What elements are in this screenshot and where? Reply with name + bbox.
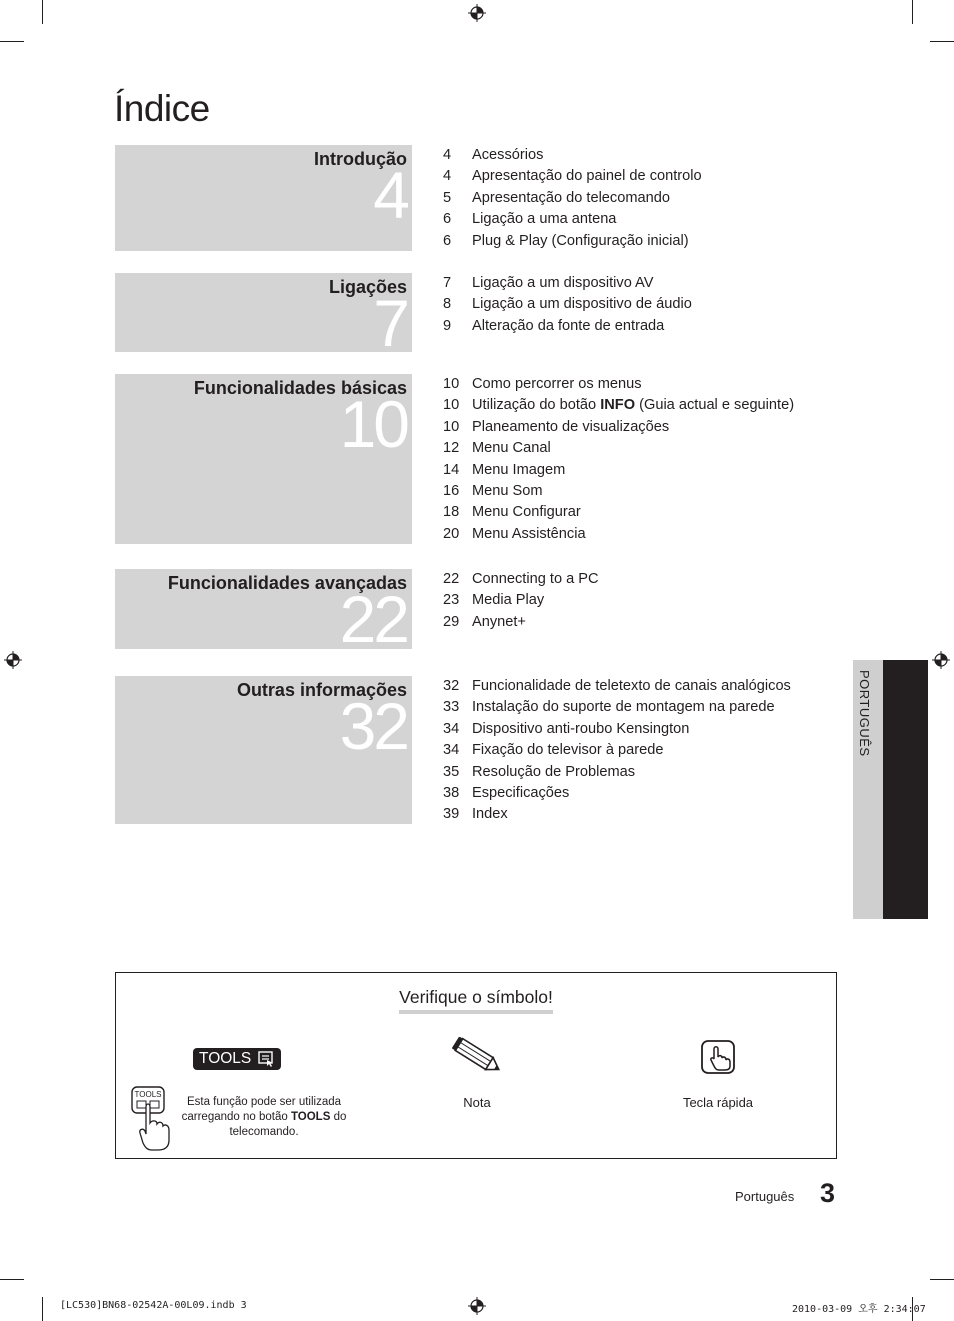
section-start-page: 10 xyxy=(339,387,407,461)
toc-entry[interactable] xyxy=(443,188,702,209)
print-slug-right: 2010-03-09 오후 2:34:07 xyxy=(792,1304,926,1315)
toc-entry[interactable] xyxy=(443,804,791,825)
toc-label: Anynet+ xyxy=(472,613,526,630)
tools-description xyxy=(180,1095,348,1140)
tools-badge-label: TOOLS xyxy=(199,1050,252,1067)
toc-label: Index xyxy=(472,806,508,823)
toc-entry[interactable] xyxy=(443,166,702,187)
toc-entry[interactable] xyxy=(443,145,702,166)
toc-label: Menu Configurar xyxy=(472,504,581,521)
section-box-ligacoes xyxy=(115,273,412,352)
toc-entry[interactable] xyxy=(443,697,791,718)
toc-label: Funcionalidade de teletexto de canais analógicos xyxy=(472,678,791,694)
toc-entry[interactable] xyxy=(443,231,702,252)
registration-mark-icon xyxy=(468,1297,486,1315)
toc-label: Fixação do televisor à parede xyxy=(472,742,664,759)
hotkey-caption: Tecla rápida xyxy=(682,1095,754,1110)
toc-label: Media Play xyxy=(472,592,545,609)
toc-entry[interactable] xyxy=(443,438,794,459)
section-box-funcionalidades-basicas xyxy=(115,374,412,544)
toc-label: Ligação a uma antena xyxy=(472,211,617,228)
section-items-outras-informacoes xyxy=(443,676,791,826)
toc-label: Ligação a um dispositivo de áudio xyxy=(472,296,692,313)
section-items-ligacoes xyxy=(443,273,692,337)
hotkey-hand-icon xyxy=(700,1039,736,1075)
section-start-page: 22 xyxy=(339,582,407,649)
toc-page: 18 xyxy=(443,504,460,521)
toc-page: 4 xyxy=(443,168,452,185)
toc-label: Alteração da fonte de entrada xyxy=(472,317,665,334)
toc-page: 12 xyxy=(443,440,460,457)
tools-desc-bold: TOOLS xyxy=(290,1111,331,1123)
toc-page: 20 xyxy=(443,525,460,542)
section-items-introducao xyxy=(443,145,702,252)
toc-entry[interactable] xyxy=(443,676,791,697)
section-title: Funcionalidades avançadas xyxy=(167,573,407,593)
toc-entry[interactable] xyxy=(443,612,599,633)
crop-mark xyxy=(930,41,954,42)
info-button-name: INFO xyxy=(600,397,636,414)
section-start-page: 32 xyxy=(339,689,407,763)
toc-entry[interactable] xyxy=(443,316,692,337)
remote-tools-text: TOOLS xyxy=(134,1090,162,1099)
toc-page: 10 xyxy=(443,376,460,392)
section-box-funcionalidades-avancadas xyxy=(115,569,412,649)
toc-page: 8 xyxy=(443,296,452,313)
toc-entry[interactable] xyxy=(443,273,692,294)
toc-label: Menu Assistência xyxy=(472,525,586,542)
registration-mark-icon xyxy=(468,4,486,22)
toc-entry[interactable] xyxy=(443,481,794,502)
toc-entry[interactable] xyxy=(443,783,791,804)
tools-badge xyxy=(193,1048,281,1070)
section-title: Ligações xyxy=(328,277,407,297)
section-box-introducao xyxy=(115,145,412,251)
toc-entry[interactable] xyxy=(443,209,702,230)
toc-label: Resolução de Problemas xyxy=(472,763,636,780)
toc-label-part: (Guia actual e seguinte) xyxy=(635,397,795,414)
section-items-funcionalidades-avancadas xyxy=(443,569,599,633)
toc-page: 33 xyxy=(443,699,460,716)
registration-mark-icon xyxy=(4,651,22,669)
toc-label: Planeamento de visualizações xyxy=(472,418,670,435)
toc-label: Menu Canal xyxy=(472,440,551,457)
toc-entry[interactable] xyxy=(443,569,599,590)
tools-desc-part: do telecomando. xyxy=(229,1111,347,1138)
toc-entry[interactable] xyxy=(443,719,791,740)
toc-page: 29 xyxy=(443,613,460,630)
toc-page: 4 xyxy=(443,147,452,163)
section-start-page: 4 xyxy=(373,158,407,232)
section-box-outras-informacoes xyxy=(115,676,412,824)
toc-label: Menu Imagem xyxy=(472,461,566,478)
crop-mark xyxy=(912,0,913,24)
toc-entry[interactable] xyxy=(443,417,794,438)
toc-entry[interactable] xyxy=(443,590,599,611)
toc-page: 10 xyxy=(443,418,460,435)
toc-label xyxy=(472,397,794,413)
crop-mark xyxy=(0,41,24,42)
note-pencil-icon xyxy=(449,1037,505,1077)
toc-page: 32 xyxy=(443,678,460,694)
toc-label: Apresentação do telecomando xyxy=(472,189,670,206)
toc-label: Instalação do suporte de montagem na parede xyxy=(472,699,775,716)
legend-heading-wrap xyxy=(116,987,836,1014)
toc-page: 22 xyxy=(443,571,460,587)
toc-label: Ligação a um dispositivo AV xyxy=(472,275,654,291)
toc-page: 39 xyxy=(443,806,460,823)
section-start-page: 7 xyxy=(373,286,407,352)
toc-entry[interactable] xyxy=(443,524,794,545)
toc-label: Connecting to a PC xyxy=(472,571,599,587)
page-number: 3 xyxy=(820,1178,836,1208)
toc-label: Menu Som xyxy=(472,482,543,499)
section-title: Outras informações xyxy=(236,680,407,700)
toc-label: Acessórios xyxy=(472,147,544,163)
toc-entry[interactable] xyxy=(443,294,692,315)
toc-label: Apresentação do painel de controlo xyxy=(472,168,702,185)
toc-page: 6 xyxy=(443,232,452,249)
toc-page: 7 xyxy=(443,275,452,291)
crop-mark xyxy=(42,1297,43,1321)
toc-entry[interactable] xyxy=(443,395,794,416)
toc-entry[interactable] xyxy=(443,460,794,481)
toc-page: 34 xyxy=(443,742,460,759)
print-slug-left: [LC530]BN68-02542A-00L09.indb 3 xyxy=(60,1300,247,1311)
toc-page: 10 xyxy=(443,397,460,414)
page-title: Índice xyxy=(114,88,210,129)
section-title: Funcionalidades básicas xyxy=(193,378,407,398)
toc-page: 38 xyxy=(443,784,460,801)
toc-page: 9 xyxy=(443,317,452,334)
toc-page: 35 xyxy=(443,763,460,780)
crop-mark xyxy=(0,1279,24,1280)
toc-label-part: Utilização do botão xyxy=(472,397,601,414)
toc-entry[interactable] xyxy=(443,762,791,783)
crop-mark xyxy=(42,0,43,24)
section-items-funcionalidades-basicas xyxy=(443,374,794,545)
toc-label: Especificações xyxy=(472,784,570,801)
section-title: Introdução xyxy=(314,149,407,169)
toc-page: 6 xyxy=(443,211,452,228)
toc-page: 5 xyxy=(443,189,452,206)
registration-mark-icon xyxy=(932,651,950,669)
legend-heading: Verifique o símbolo! xyxy=(399,987,553,1014)
toc-page: 23 xyxy=(443,592,460,609)
footer-language: Português xyxy=(735,1189,795,1204)
toc-page: 14 xyxy=(443,461,460,478)
crop-mark xyxy=(930,1279,954,1280)
symbol-legend xyxy=(115,972,837,1159)
toc-entry[interactable] xyxy=(443,740,791,761)
toc-page: 34 xyxy=(443,720,460,737)
toc-entry[interactable] xyxy=(443,502,794,523)
note-caption: Nota xyxy=(463,1095,491,1110)
toc-label: Plug & Play (Configuração inicial) xyxy=(472,232,689,249)
tools-desc-part: Esta função pode ser utilizada carregando no botão xyxy=(181,1096,342,1123)
toc-label: Como percorrer os menus xyxy=(472,376,642,392)
tools-icon xyxy=(258,1051,276,1067)
toc-label: Dispositivo anti-roubo Kensington xyxy=(472,720,690,737)
toc-entry[interactable] xyxy=(443,374,794,395)
toc-page: 16 xyxy=(443,482,460,499)
language-tab-label: PORTUGUÊS xyxy=(857,670,872,757)
remote-tools-hand-icon xyxy=(130,1085,174,1151)
language-tab-marker xyxy=(883,660,928,919)
